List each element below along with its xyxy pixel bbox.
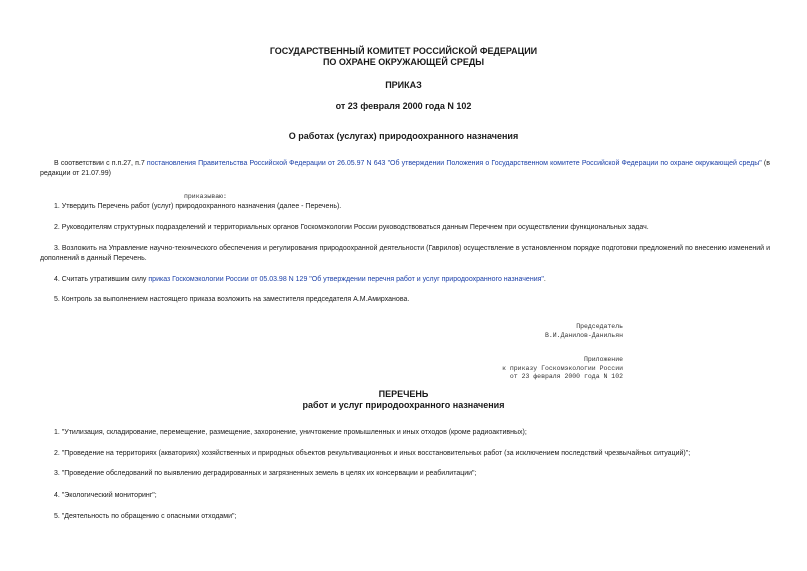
- appendix-line3: от 23 февраля 2000 года N 102: [509, 373, 623, 380]
- list-subtitle: работ и услуг природоохранного назначения: [302, 400, 505, 410]
- preamble-paragraph: [40, 159, 770, 179]
- document-date: от 23 февраля 2000 года N 102: [335, 101, 472, 111]
- preamble-text-after: (в редакции от 21.07.99): [40, 160, 770, 177]
- order-item-5: 5. Контроль за выполнением настоящего приказа возложить на заместителя председателя А.М.Амирханова.: [54, 296, 410, 303]
- order-item-2: 2. Руководителям структурных подразделений и территориальных органов Госкомэкологии России руководствоваться данным Перечнем при осуществлении функциональных задач.: [54, 224, 649, 231]
- preamble-text: В соответствии с п.п.27, п.7: [54, 160, 147, 167]
- order-item-3: 3. Возложить на Управление научно-технического обеспечения и регулирования природоохранной деятельности (Гаврилов) осуществление в установленном порядке подготовки предложений по внесению изменений и дополнений в данный Перечень.: [40, 245, 770, 262]
- order-item-4-text-after: .: [543, 276, 546, 283]
- document-type: ПРИКАЗ: [385, 80, 422, 90]
- appendix-line1: Приложение: [583, 356, 623, 363]
- order-item-4-text: 4. Считать утратившим силу: [54, 276, 149, 283]
- org-name-line2: ПО ОХРАНЕ ОКРУЖАЮЩЕЙ СРЕДЫ: [322, 57, 485, 67]
- list-title: ПЕРЕЧЕНЬ: [378, 389, 429, 399]
- appendix-line2: к приказу Госкомэкологии России: [502, 365, 623, 372]
- list-item-2: 2. "Проведение на территориях (акваториях) хозяйственных и природных объектов рекультивационных и иных восстановительных работ (за исключением последствий чрезвычайных ситуаций)";: [54, 450, 691, 457]
- order-item-4-link[interactable]: приказ Госкомэкологии России от 05.03.98 N 129 "Об утверждении перечня работ и услуг природоохранного назначения": [148, 276, 544, 283]
- list-item-4: 4. "Экологический мониторинг";: [54, 492, 157, 499]
- preamble-link[interactable]: постановления Правительства Российской Федерации от 26.05.97 N 643 "Об утверждении Положения о Государственном комитете Российской Федерации по охране окружающей среды": [146, 160, 762, 167]
- signature-name: В.И.Данилов-Данильян: [544, 332, 623, 339]
- list-item-1: 1. "Утилизация, складирование, перемещение, размещение, захоронение, уничтожение промышленных и иных отходов (кроме радиоактивных);: [54, 429, 527, 436]
- list-item-5: 5. "Деятельность по обращению с опасными отходами";: [54, 513, 237, 520]
- order-word: приказываю:: [184, 193, 227, 200]
- list-item-3: 3. "Проведение обследований по выявлению деградированных и загрязненных земель в целях их консервации и реабилитации";: [54, 470, 477, 477]
- document-subject: О работах (услугах) природоохранного назначения: [288, 131, 519, 141]
- org-name-line1: ГОСУДАРСТВЕННЫЙ КОМИТЕТ РОССИЙСКОЙ ФЕДЕРАЦИИ: [269, 46, 538, 56]
- order-item-1: 1. Утвердить Перечень работ (услуг) природоохранного назначения (далее - Перечень).: [54, 203, 342, 210]
- signature-title: Председатель: [576, 323, 623, 330]
- order-item-4: [40, 275, 770, 285]
